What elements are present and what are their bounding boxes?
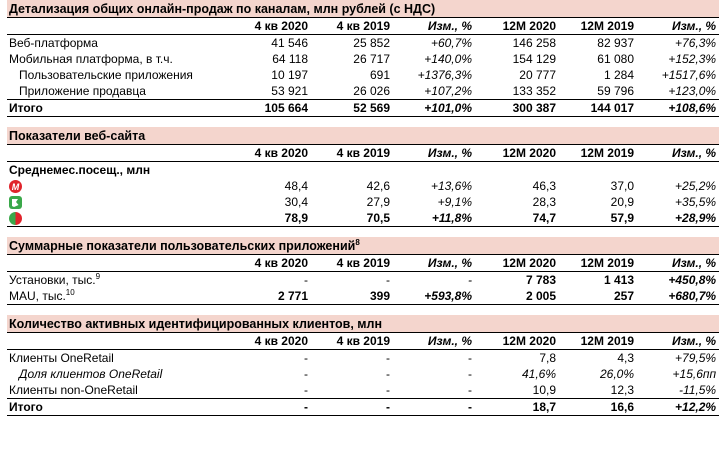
table-row xyxy=(7,366,719,382)
col-q4-2019: 4 кв 2019 xyxy=(311,18,393,35)
row-label xyxy=(7,288,229,305)
cell: - xyxy=(386,367,390,381)
col-change: Изм., % xyxy=(393,255,475,272)
cell: 12,3 xyxy=(610,383,634,397)
subheader-row xyxy=(7,162,719,179)
row-label xyxy=(7,272,229,289)
col-12m-2020: 12М 2020 xyxy=(475,255,559,272)
cell: +28,9% xyxy=(637,210,719,227)
cell: 2 005 xyxy=(475,288,559,305)
cell: +107,2% xyxy=(424,84,472,98)
combined-logo-icon xyxy=(9,212,22,225)
section-header-apps xyxy=(7,237,719,255)
row-label: Пользовательские приложения xyxy=(19,68,193,82)
cell: +12,2% xyxy=(637,399,719,416)
col-q4-2019: 4 кв 2019 xyxy=(311,333,393,350)
col-12m-2019: 12М 2019 xyxy=(559,145,637,162)
row-label: Доля клиентов OneRetail xyxy=(19,367,163,381)
cell: +25,2% xyxy=(675,179,717,193)
section-header-clients xyxy=(7,315,719,333)
row-label: Клиенты non-OneRetail xyxy=(9,383,138,397)
col-12m-2019: 12М 2019 xyxy=(559,255,637,272)
cell: 20 777 xyxy=(519,68,556,82)
cell: +13,6% xyxy=(430,179,472,193)
cell: 28,3 xyxy=(532,195,556,209)
cell: +76,3% xyxy=(675,36,717,50)
cell: - xyxy=(304,367,308,381)
cell: 82 937 xyxy=(597,36,634,50)
cell: 7 783 xyxy=(525,273,556,287)
table-row xyxy=(7,67,719,83)
row-label: Веб-платформа xyxy=(9,36,98,50)
table-row xyxy=(7,194,719,210)
cell: +680,7% xyxy=(637,288,719,305)
table-row xyxy=(7,178,719,194)
cell: 25 852 xyxy=(353,36,390,50)
cell: - xyxy=(229,399,311,416)
cell: 42,6 xyxy=(366,179,390,193)
col-12m-2020: 12М 2020 xyxy=(475,145,559,162)
col-q4-2020: 4 кв 2020 xyxy=(229,145,311,162)
cell: 144 017 xyxy=(559,100,637,117)
cell: 154 129 xyxy=(512,52,556,66)
cell: 146 258 xyxy=(512,36,556,50)
cell: 41,6% xyxy=(521,367,556,381)
total-row xyxy=(7,100,719,117)
col-q4-2020: 4 кв 2020 xyxy=(229,18,311,35)
cell: 10,9 xyxy=(532,383,556,397)
table-row xyxy=(7,83,719,100)
cell: - xyxy=(386,383,390,397)
col-12m-2019: 12М 2019 xyxy=(559,18,637,35)
section-title: Количество активных идентифицированных клиентов, млн xyxy=(7,315,719,333)
cell: 2 771 xyxy=(229,288,311,305)
cell: +60,7% xyxy=(430,36,472,50)
cell: 133 352 xyxy=(512,84,556,98)
cell: +140,0% xyxy=(424,52,472,66)
table-row xyxy=(7,51,719,67)
cell: 41 546 xyxy=(271,36,308,50)
cell: +79,5% xyxy=(675,351,717,365)
cell: 57,9 xyxy=(559,210,637,227)
cell: - xyxy=(311,399,393,416)
cell: 10 197 xyxy=(271,68,308,82)
footnote-ref: 8 xyxy=(355,237,360,247)
cell: 1 284 xyxy=(603,68,634,82)
row-label: Клиенты OneRetail xyxy=(9,351,114,365)
cell: +101,0% xyxy=(393,100,475,117)
section-title xyxy=(7,237,719,255)
cell: 4,3 xyxy=(617,351,634,365)
table-row xyxy=(7,210,719,227)
section-title: Детализация общих онлайн-продаж по каналам, млн рублей (с НДС) xyxy=(7,0,719,18)
cell: +108,6% xyxy=(637,100,719,117)
footnote-ref: 10 xyxy=(65,288,75,297)
col-change: Изм., % xyxy=(637,18,719,35)
cell: +593,8% xyxy=(393,288,475,305)
row-label-text: Установки, тыс. xyxy=(9,273,96,287)
column-headers xyxy=(7,333,719,350)
cell: +15,6пп xyxy=(672,367,717,381)
cell: - xyxy=(468,273,472,287)
cell: 64 118 xyxy=(272,52,308,66)
footnote-ref: 9 xyxy=(95,272,101,281)
cell: 59 796 xyxy=(597,84,634,98)
cell: +11,8% xyxy=(393,210,475,227)
cell: +450,8% xyxy=(668,273,717,287)
b-logo-icon xyxy=(9,196,22,209)
section-title: Показатели веб-сайта xyxy=(7,127,719,145)
cell: - xyxy=(386,273,390,287)
cell: 48,4 xyxy=(284,179,308,193)
row-label-text: MAU, тыс. xyxy=(9,289,66,303)
table-row xyxy=(7,288,719,305)
cell: 399 xyxy=(311,288,393,305)
cell: - xyxy=(304,383,308,397)
row-label: Итого xyxy=(7,399,229,416)
cell: - xyxy=(468,367,472,381)
col-change: Изм., % xyxy=(393,145,475,162)
col-12m-2020: 12М 2020 xyxy=(475,18,559,35)
cell: 257 xyxy=(559,288,637,305)
cell: 26 717 xyxy=(353,52,390,66)
cell: 26,0% xyxy=(599,367,634,381)
col-q4-2020: 4 кв 2020 xyxy=(229,255,311,272)
section-header-channels xyxy=(7,0,719,18)
cell: 16,6 xyxy=(559,399,637,416)
cell: 61 080 xyxy=(597,52,634,66)
col-q4-2020: 4 кв 2020 xyxy=(229,333,311,350)
col-change: Изм., % xyxy=(637,255,719,272)
cell: - xyxy=(468,351,472,365)
cell: 27,9 xyxy=(366,195,390,209)
col-12m-2020: 12М 2020 xyxy=(475,333,559,350)
cell: - xyxy=(304,351,308,365)
col-q4-2019: 4 кв 2019 xyxy=(311,145,393,162)
cell: 20,9 xyxy=(610,195,634,209)
section-header-website xyxy=(7,127,719,145)
cell: 46,3 xyxy=(532,179,556,193)
cell: 300 387 xyxy=(475,100,559,117)
section-title-text: Суммарные показатели пользовательских приложений xyxy=(9,238,356,253)
cell: 18,7 xyxy=(475,399,559,416)
cell: 78,9 xyxy=(229,210,311,227)
subheader-label: Среднемес.посещ., млн xyxy=(9,163,151,177)
cell: 7,8 xyxy=(539,351,556,365)
cell: 26 026 xyxy=(353,84,390,98)
cell: +152,3% xyxy=(668,52,717,66)
cell: - xyxy=(304,273,308,287)
cell: 74,7 xyxy=(475,210,559,227)
col-change: Изм., % xyxy=(637,145,719,162)
table-row xyxy=(7,350,719,367)
table-row xyxy=(7,382,719,399)
cell: 37,0 xyxy=(610,179,634,193)
m-logo-icon xyxy=(9,180,22,193)
cell: -11,5% xyxy=(678,383,717,397)
cell: 30,4 xyxy=(284,195,308,209)
cell: +123,0% xyxy=(668,84,717,98)
cell: 70,5 xyxy=(311,210,393,227)
cell: 1 413 xyxy=(603,273,634,287)
table-row xyxy=(7,272,719,289)
cell: 52 569 xyxy=(311,100,393,117)
col-q4-2019: 4 кв 2019 xyxy=(311,255,393,272)
cell: +1376,3% xyxy=(417,68,472,82)
sales-metrics-table xyxy=(7,0,719,416)
col-12m-2019: 12М 2019 xyxy=(559,333,637,350)
total-row xyxy=(7,399,719,416)
cell: +9,1% xyxy=(437,195,472,209)
cell: - xyxy=(393,399,475,416)
cell: - xyxy=(468,383,472,397)
svg-text:M: M xyxy=(11,182,20,193)
col-change: Изм., % xyxy=(637,333,719,350)
table-row xyxy=(7,35,719,52)
cell: 105 664 xyxy=(229,100,311,117)
column-headers xyxy=(7,18,719,35)
cell: +1517,6% xyxy=(661,68,717,82)
cell: 53 921 xyxy=(271,84,308,98)
column-headers xyxy=(7,145,719,162)
row-label: Приложение продавца xyxy=(19,84,146,98)
col-change: Изм., % xyxy=(393,333,475,350)
row-label: Итого xyxy=(7,100,229,117)
cell: - xyxy=(386,351,390,365)
row-label: Мобильная платформа, в т.ч. xyxy=(9,52,173,66)
cell: 691 xyxy=(369,68,390,82)
cell: +35,5% xyxy=(675,195,717,209)
col-change: Изм., % xyxy=(393,18,475,35)
column-headers xyxy=(7,255,719,272)
